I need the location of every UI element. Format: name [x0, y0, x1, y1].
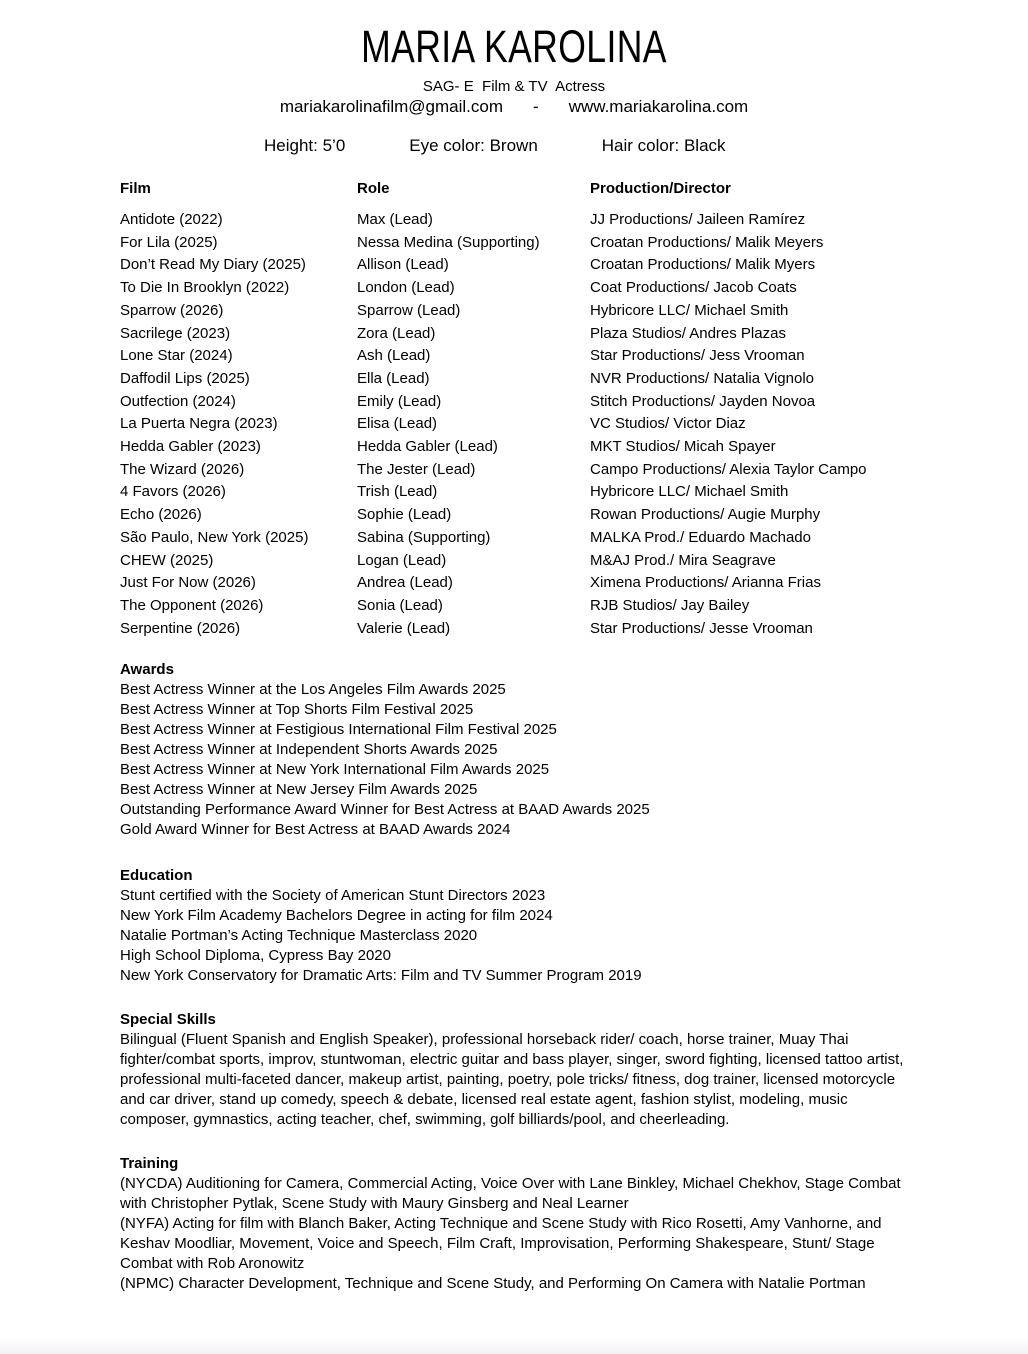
table-row: [120, 550, 908, 573]
training-list: [120, 1174, 906, 1294]
training-item: (NYFA) Acting for film with Blanch Baker, Acting Technique and Scene Study with Rico Rosetti, Amy Vanhorne, and Keshav Moodliar, Movement, Voice and Speech, Film Craft, Improvisation, Performing Shakespeare, Stunt/ Stage Combat with Rob Aronowitz: [120, 1215, 882, 1273]
role-cell: Emily (Lead): [357, 392, 442, 410]
table-row: [120, 368, 908, 391]
role-cell: Allison (Lead): [357, 256, 449, 274]
production-cell: MKT Studios/ Micah Spayer: [590, 438, 776, 456]
contact-line: [0, 98, 1028, 115]
award-item: Best Actress Winner at Independent Shorts Awards 2025: [120, 741, 498, 759]
production-cell: Ximena Productions/ Arianna Frias: [590, 574, 821, 592]
role-cell: Sabina (Supporting): [357, 528, 491, 546]
role-cell: Logan (Lead): [357, 551, 447, 569]
table-row: [120, 618, 908, 641]
stat-item: Height: 5’0: [264, 136, 346, 155]
education-item: Natalie Portman’s Acting Technique Masterclass 2020: [120, 927, 478, 945]
education-section: [0, 866, 1028, 986]
education-item: High School Diploma, Cypress Bay 2020: [120, 947, 391, 965]
production-cell: Hybricore LLC/ Michael Smith: [590, 483, 789, 501]
role-cell: London (Lead): [357, 279, 455, 297]
film-cell: São Paulo, New York (2025): [120, 528, 309, 546]
role-cell: Ash (Lead): [357, 347, 431, 365]
education-list: [120, 886, 906, 986]
film-cell: The Wizard (2026): [120, 460, 245, 478]
education-heading: Education: [120, 867, 193, 885]
table-row: [120, 232, 908, 255]
film-cell: Sacrilege (2023): [120, 324, 231, 342]
production-cell: Plaza Studios/ Andres Plazas: [590, 324, 786, 342]
column-header-film: Film: [120, 180, 151, 197]
stat-item: Eye color: Brown: [409, 136, 538, 155]
resume-tagline: SAG- E Film & TV Actress: [422, 78, 606, 95]
production-cell: RJB Studios/ Jay Bailey: [590, 596, 750, 614]
education-item: Stunt certified with the Society of American Stunt Directors 2023: [120, 887, 546, 905]
training-section: [0, 1154, 1028, 1294]
role-cell: Trish (Lead): [357, 483, 438, 501]
award-item: Best Actress Winner at the Los Angeles Film Awards 2025: [120, 681, 506, 699]
production-cell: VC Studios/ Victor Diaz: [590, 415, 746, 433]
film-cell: Serpentine (2026): [120, 619, 241, 637]
film-cell: Antidote (2022): [120, 211, 223, 228]
table-row: [120, 391, 908, 414]
table-row: [120, 209, 908, 232]
role-cell: Ella (Lead): [357, 369, 430, 387]
film-cell: Just For Now (2026): [120, 574, 256, 592]
table-row: [120, 254, 908, 277]
role-cell: Andrea (Lead): [357, 574, 453, 592]
film-cell: Daffodil Lips (2025): [120, 369, 250, 387]
role-cell: Max (Lead): [357, 211, 433, 228]
training-heading: Training: [120, 1155, 179, 1173]
table-row: [120, 300, 908, 323]
contact-separator: -: [533, 97, 539, 116]
production-cell: Croatan Productions/ Malik Meyers: [590, 233, 824, 251]
film-cell: 4 Favors (2026): [120, 483, 226, 501]
awards-section: [0, 660, 1028, 840]
production-cell: NVR Productions/ Natalia Vignolo: [590, 369, 815, 387]
film-cell: Hedda Gabler (2023): [120, 438, 261, 456]
table-row: [120, 595, 908, 618]
production-cell: Stitch Productions/ Jayden Novoa: [590, 392, 816, 410]
production-cell: Star Productions/ Jess Vrooman: [590, 347, 805, 365]
education-item: New York Conservatory for Dramatic Arts: Film and TV Summer Program 2019: [120, 967, 642, 985]
column-header-role: Role: [357, 180, 390, 197]
awards-heading: Awards: [120, 661, 174, 679]
column-header-production: Production/Director: [590, 180, 731, 197]
film-cell: Echo (2026): [120, 506, 202, 524]
film-cell: The Opponent (2026): [120, 596, 264, 614]
award-item: Outstanding Performance Award Winner for Best Actress at BAAD Awards 2025: [120, 801, 650, 819]
role-cell: Zora (Lead): [357, 324, 436, 342]
film-cell: Outfection (2024): [120, 392, 236, 410]
film-cell: Sparrow (2026): [120, 301, 224, 319]
production-cell: Croatan Productions/ Malik Myers: [590, 256, 816, 274]
film-cell: La Puerta Negra (2023): [120, 415, 278, 433]
award-item: Best Actress Winner at New Jersey Film Awards 2025: [120, 781, 478, 799]
role-cell: Elisa (Lead): [357, 415, 438, 433]
award-item: Best Actress Winner at New York International Film Awards 2025: [120, 761, 550, 779]
contact-website: www.mariakarolina.com: [568, 97, 749, 116]
special-skills-heading: Special Skills: [120, 1011, 216, 1029]
film-cell: Don’t Read My Diary (2025): [120, 256, 306, 274]
role-cell: Sophie (Lead): [357, 506, 452, 524]
role-cell: Nessa Medina (Supporting): [357, 233, 540, 251]
production-cell: Campo Productions/ Alexia Taylor Campo: [590, 460, 867, 478]
role-cell: The Jester (Lead): [357, 460, 476, 478]
table-row: [120, 481, 908, 504]
production-cell: Hybricore LLC/ Michael Smith: [590, 301, 789, 319]
table-row: [120, 527, 908, 550]
table-row: [120, 413, 908, 436]
table-row: [120, 572, 908, 595]
awards-list: [120, 680, 906, 840]
award-item: Best Actress Winner at Top Shorts Film Festival 2025: [120, 701, 474, 719]
award-item: Gold Award Winner for Best Actress at BAAD Awards 2024: [120, 821, 511, 839]
award-item: Best Actress Winner at Festigious International Film Festival 2025: [120, 721, 557, 739]
education-item: New York Film Academy Bachelors Degree in acting for film 2024: [120, 907, 553, 925]
table-row: [120, 277, 908, 300]
table-row: [120, 436, 908, 459]
table-row: [120, 459, 908, 482]
film-cell: Lone Star (2024): [120, 347, 233, 365]
stats-row: [0, 137, 1028, 154]
table-header-row: [120, 179, 908, 199]
contact-email: mariakarolinafilm@gmail.com: [279, 97, 504, 116]
special-skills-paragraph: Bilingual (Fluent Spanish and English Speaker), professional horseback rider/ coach, horse trainer, Muay Thai fighter/combat sports, improv, stuntwoman, electric guitar and bass player, singer, sword fighting, licensed tattoo artist, professional multi-faceted dancer, makeup artist, painting, poetry, pole tricks/ fitness, dog trainer, licensed motorcycle and car driver, stand up comedy, speech & debate, licensed real estate agent, fashion stylist, modeling, music composer, gymnastics, acting teacher, chef, swimming, golf billiards/pool, and cheerleading.: [120, 1031, 904, 1129]
resume-page: [0, 21, 1028, 1354]
table-body: [120, 209, 908, 640]
page-title: MARIA KAROLINA: [361, 21, 667, 72]
role-cell: Valerie (Lead): [357, 619, 451, 637]
training-item: (NYCDA) Auditioning for Camera, Commercial Acting, Voice Over with Lane Binkley, Michael Chekhov, Stage Combat with Christopher Pytlak, Scene Study with Maury Ginsberg and Neal Learner: [120, 1175, 901, 1213]
film-cell: For Lila (2025): [120, 233, 218, 251]
production-cell: MALKA Prod./ Eduardo Machado: [590, 528, 811, 546]
role-cell: Hedda Gabler (Lead): [357, 438, 498, 456]
production-cell: Star Productions/ Jesse Vrooman: [590, 619, 813, 637]
film-cell: To Die In Brooklyn (2022): [120, 279, 290, 297]
special-skills-section: [0, 1010, 1028, 1130]
production-cell: M&AJ Prod./ Mira Seagrave: [590, 551, 776, 569]
role-cell: Sparrow (Lead): [357, 301, 461, 319]
training-item: (NPMC) Character Development, Technique and Scene Study, and Performing On Camera with Natalie Portman: [120, 1275, 866, 1293]
production-cell: Coat Productions/ Jacob Coats: [590, 279, 797, 297]
table-row: [120, 345, 908, 368]
table-row: [120, 504, 908, 527]
table-row: [120, 323, 908, 346]
production-cell: Rowan Productions/ Augie Murphy: [590, 506, 821, 524]
production-cell: JJ Productions/ Jaileen Ramírez: [590, 211, 806, 228]
page-bottom-edge: [0, 1338, 1028, 1354]
role-cell: Sonia (Lead): [357, 596, 443, 614]
filmography-table: [0, 179, 1028, 640]
stat-item: Hair color: Black: [601, 136, 726, 155]
film-cell: CHEW (2025): [120, 551, 214, 569]
